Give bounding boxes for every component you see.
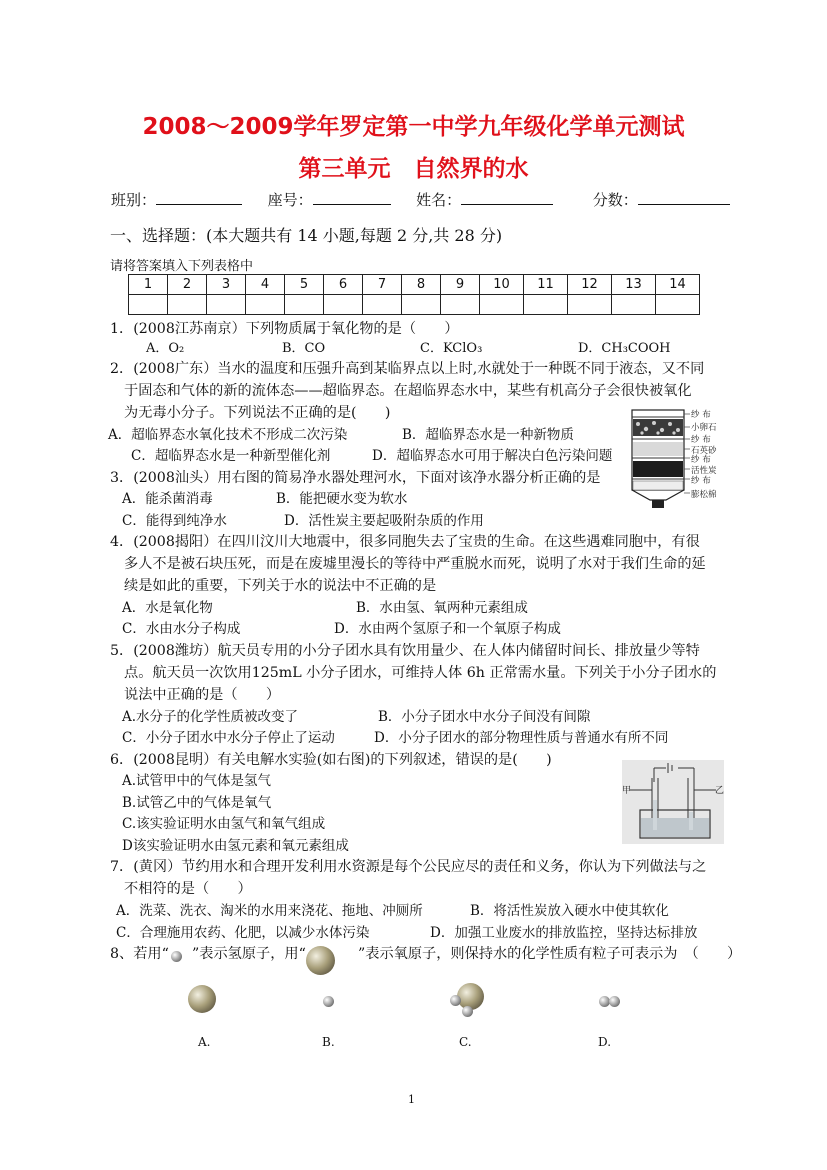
q3-option-c: C．能得到纯净水 — [122, 513, 227, 529]
oxygen-atom-icon — [306, 946, 335, 975]
answer-cell[interactable] — [612, 295, 656, 315]
filter-label: 纱 布 — [691, 476, 711, 486]
student-info-row — [111, 190, 730, 209]
score-label: 分数： — [592, 191, 638, 209]
section-heading: 一、选择题：(本大题共有 14 小题,每题 2 分,共 28 分) — [110, 226, 503, 245]
q8-stem-part-3: ”表示氧原子，则保持水的化学性质有粒子可表示为 （ ） — [358, 946, 742, 962]
answer-num: 11 — [524, 275, 568, 295]
q4-option-d: D．水由两个氢原子和一个氧原子构成 — [334, 621, 561, 637]
q3-option-d: D．活性炭主要起吸附杂质的作用 — [284, 513, 484, 529]
q7-line-2: 不相符的是（ ） — [124, 881, 252, 897]
name-label: 姓名： — [416, 191, 462, 209]
answer-cell[interactable] — [246, 295, 285, 315]
q4-line-3: 续是如此的重要，下列关于水的说法中不正确的是 — [124, 578, 437, 594]
filter-label: 膨松棉 — [691, 490, 717, 500]
option-a-oxygen-atom-icon — [188, 985, 216, 1013]
q7-option-d: D．加强工业废水的排放监控，坚持达标排放 — [430, 925, 698, 941]
name-blank[interactable] — [461, 190, 553, 205]
answer-num: 6 — [324, 275, 363, 295]
filter-label: 石英砂 — [691, 446, 717, 456]
q2-line-2: 于固态和气体的新的流体态——超临界态。在超临界态水中，某些有机高分子会很快被氧化 — [124, 383, 692, 399]
q5-line-2: 点。航天员一次饮用125mL 小分子团水，可维持人体 6h 正常需水量。下列关于小分子团水的 — [124, 665, 717, 681]
filter-label: 小卵石 — [691, 423, 717, 433]
answer-cell[interactable] — [207, 295, 246, 315]
q2-option-d: D．超临界态水可用于解决白色污染问题 — [372, 448, 613, 464]
answer-num: 13 — [612, 275, 656, 295]
answer-cell[interactable] — [168, 295, 207, 315]
q8-label-a: A. — [198, 1035, 211, 1049]
table-instruction: 请将答案填入下列表格中 — [110, 259, 254, 274]
seat-blank[interactable] — [313, 190, 391, 205]
q5-option-d: D．小分子团水的部分物理性质与普通水有所不同 — [374, 730, 669, 746]
q6-option-b: B.试管乙中的气体是氧气 — [122, 795, 272, 811]
seat-label: 座号： — [267, 191, 313, 209]
q2-option-b: B．超临界态水是一种新物质 — [402, 427, 574, 443]
q6-option-c: C.该实验证明水由氢气和氧气组成 — [122, 816, 326, 832]
class-label: 班别： — [111, 191, 157, 209]
option-c-hydrogen-atom-icon — [462, 1006, 473, 1017]
answer-num: 1 — [129, 275, 168, 295]
q7-option-b: B．将活性炭放入硬水中使其软化 — [470, 903, 669, 919]
answer-cell[interactable] — [524, 295, 568, 315]
q3-option-b: B．能把硬水变为软水 — [276, 491, 408, 507]
answer-cell[interactable] — [285, 295, 324, 315]
answer-cell[interactable] — [363, 295, 402, 315]
electrolysis-figure — [622, 760, 724, 844]
q1-option-a: A．O₂ — [146, 341, 185, 356]
q2-line-1: 2．(2008广东）当水的温度和压强升高到某临界点以上时,水就处于一种既不同于液态，又不同 — [110, 361, 705, 377]
tube-label-left: 甲 — [622, 786, 632, 796]
q3-option-a: A．能杀菌消毒 — [122, 491, 213, 507]
q4-line-1: 4．(2008揭阳）在四川汶川大地震中，很多同胞失去了宝贵的生命。在这些遇难同胞中，有很 — [110, 534, 700, 550]
q4-option-c: C．水由水分子构成 — [122, 621, 241, 637]
answer-num: 2 — [168, 275, 207, 295]
q5-option-a: A.水分子的化学性质被改变了 — [122, 709, 299, 725]
filter-label: 纱 布 — [691, 435, 711, 445]
q6-option-a: A.试管甲中的气体是氢气 — [122, 773, 272, 789]
q5-line-1: 5．(2008潍坊）航天员专用的小分子团水具有饮用量少、在人体内储留时间长、排放量少等特 — [110, 643, 700, 659]
water-filter-figure — [626, 405, 726, 511]
answer-cell[interactable] — [656, 295, 700, 315]
class-blank[interactable] — [156, 190, 242, 205]
q4-line-2: 多人不是被石块压死，而是在废墟里漫长的等待中严重脱水而死，说明了水对于我们生命的延 — [124, 556, 706, 572]
q1-option-d: D．CH₃COOH — [578, 341, 671, 356]
q2-option-c: C．超临界态水是一种新型催化剂 — [131, 448, 331, 464]
answer-num: 10 — [480, 275, 524, 295]
answer-num: 12 — [568, 275, 612, 295]
answer-cell[interactable] — [402, 295, 441, 315]
q7-line-1: 7．(黄冈）节约用水和合理开发利用水资源是每个公民应尽的责任和义务，你认为下列做法与之 — [110, 859, 707, 875]
filter-label: 活性炭 — [691, 466, 717, 476]
q4-option-a: A．水是氧化物 — [122, 600, 213, 616]
score-blank[interactable] — [638, 190, 730, 205]
q6-stem: 6．(2008昆明）有关电解水实验(如右图)的下列叙述，错误的是( ) — [110, 752, 552, 768]
answer-num: 9 — [441, 275, 480, 295]
answer-num: 5 — [285, 275, 324, 295]
q1-option-c: C．KClO₃ — [420, 341, 483, 356]
hydrogen-atom-icon — [171, 951, 182, 962]
unit-subtitle: 第三单元 自然界的水 — [298, 156, 529, 182]
option-d-hydrogen-atom-icon — [609, 996, 620, 1007]
filter-label: 纱 布 — [691, 455, 711, 465]
answer-num: 8 — [402, 275, 441, 295]
answer-cell[interactable] — [441, 295, 480, 315]
answer-num: 14 — [656, 275, 700, 295]
q8-label-d: D. — [598, 1035, 612, 1049]
q5-option-b: B．小分子团水中水分子间没有间隙 — [378, 709, 591, 725]
q1-option-b: B．CO — [282, 341, 326, 356]
q6-option-d: D该实验证明水由氢元素和氧元素组成 — [122, 838, 349, 854]
option-b-hydrogen-atom-icon — [323, 996, 334, 1007]
filter-label: 纱 布 — [691, 410, 711, 420]
q7-option-c: C．合理施用农药、化肥，以减少水体污染 — [116, 925, 370, 941]
answer-num: 7 — [363, 275, 402, 295]
q8-label-c: C. — [459, 1035, 472, 1049]
answer-cell[interactable] — [324, 295, 363, 315]
q8-stem-part-1: 8、若用“ — [110, 946, 169, 962]
page-number: 1 — [408, 1093, 415, 1106]
q5-line-3: 说法中正确的是（ ） — [124, 687, 281, 703]
q2-line-3: 为无毒小分子。下列说法不正确的是( ) — [124, 405, 391, 421]
q8-stem-part-2: ”表示氢原子，用“ — [192, 946, 306, 962]
answer-table — [128, 274, 700, 315]
answer-num: 3 — [207, 275, 246, 295]
tube-label-right: 乙 — [715, 786, 724, 796]
q5-option-c: C．小分子团水中水分子停止了运动 — [122, 730, 335, 746]
q7-option-a: A．洗菜、洗衣、淘米的水用来浇花、拖地、冲厕所 — [116, 903, 423, 919]
answer-cell[interactable] — [480, 295, 524, 315]
answer-cell[interactable] — [129, 295, 168, 315]
answer-number-row — [129, 275, 700, 295]
q4-option-b: B．水由氢、氧两种元素组成 — [356, 600, 528, 616]
q8-label-b: B. — [322, 1035, 335, 1049]
q2-option-a: A．超临界态水氧化技术不形成二次污染 — [108, 427, 348, 443]
answer-cell[interactable] — [568, 295, 612, 315]
q1-stem: 1．(2008江苏南京）下列物质属于氧化物的是（ ） — [110, 321, 459, 337]
exam-title: 2008～2009学年罗定第一中学九年级化学单元测试 — [142, 114, 685, 140]
answer-num: 4 — [246, 275, 285, 295]
option-c-hydrogen-atom-icon — [450, 995, 461, 1006]
q3-stem: 3．(2008汕头）用右图的简易净水器处理河水，下面对该净水器分析正确的是 — [110, 470, 601, 486]
answer-input-row — [129, 295, 700, 315]
